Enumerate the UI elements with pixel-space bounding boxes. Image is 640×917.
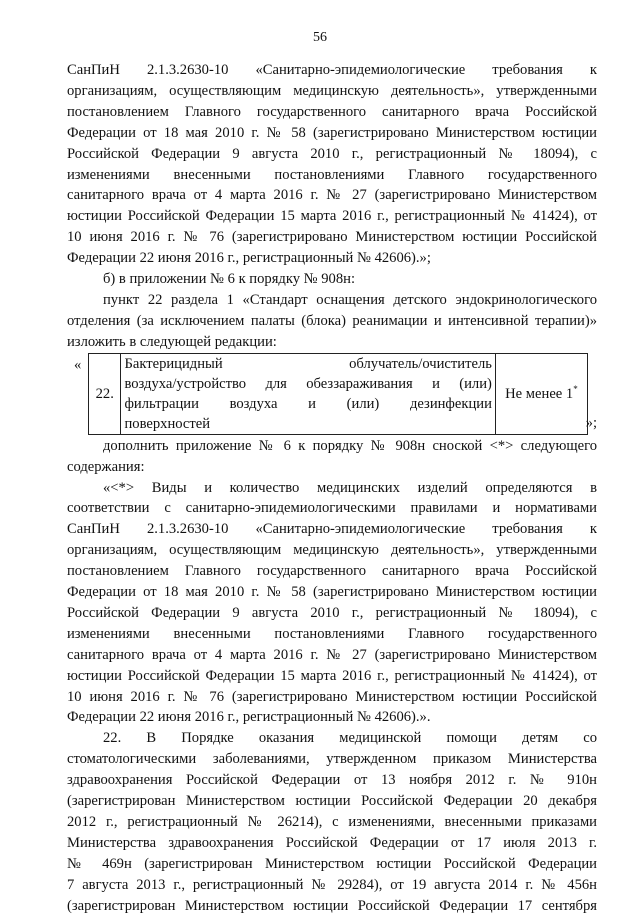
footnote-mark: * (573, 383, 578, 394)
table-row (89, 353, 588, 434)
text-line: Российской Федерации 9 августа 2010 г., регистрационный № 18094), с (67, 604, 597, 621)
text-line: постановлением Главного государственного санитарного врача Российской (67, 563, 597, 580)
close-quote: »; (585, 414, 597, 431)
page-number: 56 (313, 30, 327, 45)
text-line: организациям, осуществляющим медицинскую деятельность», утвержденными (67, 542, 597, 559)
text-line: 2012 г., регистрационный № 26214), с изменениями, внесенными приказами (67, 814, 597, 830)
open-quote: « (74, 356, 82, 373)
sanpin-paragraph (67, 60, 597, 269)
text-line: СанПиН 2.1.3.2630-10 «Санитарно-эпидемиологические требования к (67, 62, 597, 78)
point22-paragraph (67, 290, 597, 353)
footnote-intro (67, 436, 597, 478)
equipment-quantity (495, 353, 587, 434)
text-line: изменениями внесенными постановлениями Главного государственного (67, 625, 597, 642)
text-line: фильтрации воздуха и (или) дезинфекции (124, 395, 492, 412)
text-line: 10 июня 2016 г. № 76 (зарегистрировано Министерством юстиции Российской (67, 688, 597, 705)
text-line: поверхностей (124, 415, 211, 432)
text-line: Федерации 22 июня 2016 г., регистрационный № 42606).». (67, 709, 431, 726)
text-line: 7 августа 2013 г., регистрационный № 29284), от 19 августа 2014 г. № 456н (67, 876, 597, 893)
text-line: соответствии с санитарно-эпидемиологическими правилами и нормативами (67, 500, 597, 517)
text-line: 22. В Порядке оказания медицинской помощи детям со (103, 730, 597, 747)
text-line: воздуха/устройство для обеззараживания и (или) (124, 375, 492, 392)
text-line: содержания: (67, 458, 145, 475)
quantity-text: Не менее 1 (505, 385, 574, 402)
text-line: Федерации от 18 мая 2010 г. № 58 (зарегистрировано Министерством юстиции (67, 584, 597, 601)
row-number: 22. (89, 353, 121, 434)
text-line: организациям, осуществляющим медицинскую деятельность», утвержденными (67, 82, 597, 99)
text-line: пункт 22 раздела 1 «Стандарт оснащения детского эндокринологического (103, 291, 597, 308)
text-line: стоматологическими заболеваниями, утвержденном приказом Министерства (67, 751, 597, 768)
text-line: «<*> Виды и количество медицинских изделий определяются в (103, 479, 597, 496)
text-line: СанПиН 2.1.3.2630-10 «Санитарно-эпидемиологические требования к (67, 521, 597, 538)
text-line: юстиции Российской Федерации 15 марта 2016 г., регистрационный № 41424), от (67, 208, 597, 225)
text-line: Федерации 22 июня 2016 г., регистрационный № 42606).»; (67, 250, 431, 267)
text-line: (зарегистрирован Министерством юстиции Российской Федерации 17 сентября (67, 897, 597, 914)
equipment-table-block (67, 353, 597, 436)
document-body (67, 60, 597, 917)
text-line: здравоохранения Российской Федерации от 13 ноября 2012 г. № 910н (67, 772, 597, 789)
text-line: постановлением Главного государственного санитарного врача Российской (67, 103, 597, 120)
text-line: № 469н (зарегистрирован Министерством юстиции Российской Федерации (67, 855, 597, 872)
text-line: изложить в следующей редакции: (67, 333, 277, 350)
text-line: (зарегистрирован Министерством юстиции Российской Федерации 20 декабря (67, 793, 597, 810)
equipment-table (88, 353, 588, 435)
item-b: б) в приложении № 6 к порядку № 908н: (103, 271, 356, 288)
equipment-description (121, 353, 495, 434)
text-line: изменениями внесенными постановлениями Главного государственного (67, 166, 597, 183)
text-line: 10 июня 2016 г. № 76 (зарегистрировано Министерством юстиции Российской (67, 229, 597, 246)
text-line: санитарного врача от 4 марта 2016 г. № 27 (зарегистрировано Министерством (67, 646, 597, 663)
text-line: Бактерицидный облучатель/очиститель (124, 355, 492, 372)
text-line: отделения (за исключением палаты (блока) реанимации и интенсивной терапии)» (67, 312, 597, 329)
text-line: Министерства здравоохранения Российской Федерации от 17 июля 2013 г. (67, 834, 597, 851)
section-22 (67, 728, 597, 916)
text-line: Российской Федерации 9 августа 2010 г., регистрационный № 18094), с (67, 145, 597, 162)
footnote-text (67, 478, 597, 729)
text-line: юстиции Российской Федерации 15 марта 2016 г., регистрационный № 41424), от (67, 667, 597, 684)
text-line: дополнить приложение № 6 к порядку № 908н сноской <*> следующего (103, 437, 597, 454)
text-line: Федерации от 18 мая 2010 г. № 58 (зарегистрировано Министерством юстиции (67, 124, 597, 141)
text-line: санитарного врача от 4 марта 2016 г. № 27 (зарегистрировано Министерством (67, 187, 597, 204)
